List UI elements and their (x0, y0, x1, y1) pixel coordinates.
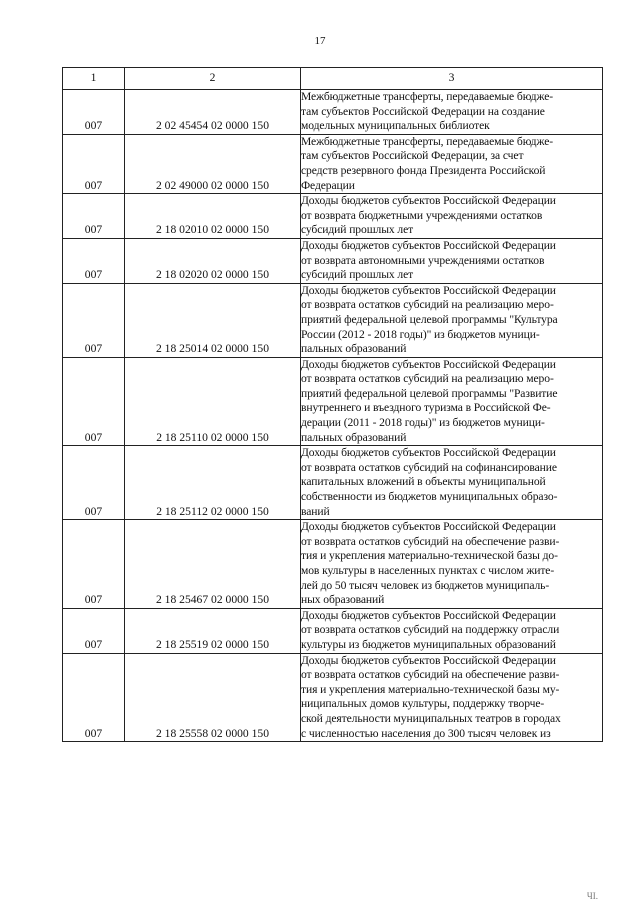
table-row (63, 520, 603, 609)
description-line: Доходы бюджетов субъектов Российской Федерации (301, 238, 556, 252)
description-line: ваний (301, 504, 330, 518)
description-line: культуры из бюджетов муниципальных образований (301, 637, 556, 651)
description-cell (301, 134, 603, 193)
description-cell (301, 194, 603, 239)
classification-code-cell: 2 18 02010 02 0000 150 (125, 194, 301, 239)
description-cell (301, 357, 603, 446)
classification-code-cell: 2 18 25519 02 0000 150 (125, 608, 301, 653)
classification-code-cell: 2 18 25014 02 0000 150 (125, 283, 301, 357)
description-line: от возврата остатков субсидий на поддержку отрасли (301, 623, 560, 637)
description-line: средств резервного фонда Президента Российской (301, 163, 546, 177)
description-line: от возврата остатков субсидий на софинансирование (301, 460, 557, 474)
description-line: тия и укрепления материально-технической базы му- (301, 682, 560, 696)
description-line: от возврата бюджетными учреждениями остатков (301, 208, 543, 222)
description-line: лей до 50 тысяч человек из бюджетов муниципаль- (301, 578, 550, 592)
description-cell (301, 283, 603, 357)
description-line: от возврата автономными учреждениями остатков (301, 253, 545, 267)
description-line: Межбюджетные трансферты, передаваемые бюдже- (301, 134, 554, 148)
classification-code-cell: 2 18 02020 02 0000 150 (125, 238, 301, 283)
description-cell (301, 608, 603, 653)
description-line: Доходы бюджетов субъектов Российской Федерации (301, 653, 556, 667)
classification-code-cell: 2 02 45454 02 0000 150 (125, 90, 301, 135)
description-line: внутреннего и въездного туризма в Российской Фе- (301, 401, 551, 415)
table-row (63, 653, 603, 742)
admin-code-cell: 007 (63, 194, 125, 239)
table-row (63, 283, 603, 357)
table-row (63, 608, 603, 653)
table-row (63, 90, 603, 135)
classification-code-cell: 2 02 49000 02 0000 150 (125, 134, 301, 193)
description-line: с численностью населения до 300 тысяч человек из (301, 726, 551, 740)
description-line: пальных образований (301, 430, 407, 444)
description-line: приятий федеральной целевой программы "Развитие (301, 386, 558, 400)
table-header-row (63, 68, 603, 90)
table-row (63, 194, 603, 239)
table-row (63, 446, 603, 520)
admin-code-cell: 007 (63, 520, 125, 609)
description-line: субсидий прошлых лет (301, 223, 414, 237)
description-cell (301, 90, 603, 135)
admin-code-cell: 007 (63, 283, 125, 357)
table-row (63, 357, 603, 446)
budget-classification-table (62, 67, 603, 742)
description-line: Доходы бюджетов субъектов Российской Федерации (301, 446, 556, 460)
description-line: мов культуры в населенных пунктах с числом жите- (301, 564, 555, 577)
table-row (63, 134, 603, 193)
description-cell (301, 653, 603, 742)
description-line: от возврата остатков субсидий на обеспечение разви- (301, 534, 560, 548)
description-line: Межбюджетные трансферты, передаваемые бюдже- (301, 90, 554, 103)
description-line: пальных образований (301, 342, 407, 356)
admin-code-cell: 007 (63, 653, 125, 742)
description-line: ской деятельности муниципальных театров в городах (301, 711, 561, 725)
description-cell (301, 446, 603, 520)
description-line: Доходы бюджетов субъектов Российской Федерации (301, 357, 556, 371)
description-line: от возврата остатков субсидий на реализацию меро- (301, 372, 554, 386)
description-line: Доходы бюджетов субъектов Российской Федерации (301, 608, 556, 622)
corner-mark: ЧI. (586, 891, 598, 901)
table-row (63, 238, 603, 283)
classification-code-cell: 2 18 25112 02 0000 150 (125, 446, 301, 520)
admin-code-cell: 007 (63, 446, 125, 520)
description-line: России (2012 - 2018 годы)" из бюджетов муници- (301, 327, 540, 341)
description-cell (301, 520, 603, 609)
column-header-1: 1 (63, 68, 125, 90)
classification-code-cell: 2 18 25110 02 0000 150 (125, 357, 301, 446)
admin-code-cell: 007 (63, 90, 125, 135)
classification-code-cell: 2 18 25558 02 0000 150 (125, 653, 301, 742)
admin-code-cell: 007 (63, 608, 125, 653)
description-line: модельных муниципальных библиотек (301, 119, 490, 133)
description-cell (301, 238, 603, 283)
description-line: от возврата остатков субсидий на обеспечение разви- (301, 668, 560, 682)
description-line: субсидий прошлых лет (301, 268, 414, 282)
description-line: Доходы бюджетов субъектов Российской Федерации (301, 520, 556, 534)
description-line: от возврата остатков субсидий на реализацию меро- (301, 298, 554, 312)
column-header-2: 2 (125, 68, 301, 90)
description-line: капитальных вложений в объекты муниципальной (301, 475, 546, 489)
description-line: собственности из бюджетов муниципальных образо- (301, 490, 558, 504)
description-line: приятий федеральной целевой программы "Культура (301, 312, 558, 326)
description-line: там субъектов Российской Федерации, за счет (301, 149, 524, 163)
description-line: ниципальных домов культуры, поддержку творче- (301, 697, 545, 711)
column-header-3: 3 (301, 68, 603, 90)
description-line: Доходы бюджетов субъектов Российской Федерации (301, 194, 556, 208)
description-line: там субъектов Российской Федерации на создание (301, 104, 545, 118)
classification-code-cell: 2 18 25467 02 0000 150 (125, 520, 301, 609)
description-line: Доходы бюджетов субъектов Российской Федерации (301, 283, 556, 297)
page-number: 17 (314, 35, 326, 47)
admin-code-cell: 007 (63, 134, 125, 193)
description-line: ных образований (301, 593, 385, 607)
description-line: Федерации (301, 178, 355, 192)
admin-code-cell: 007 (63, 357, 125, 446)
description-line: дерации (2011 - 2018 годы)" из бюджетов муници- (301, 416, 545, 430)
admin-code-cell: 007 (63, 238, 125, 283)
description-line: тия и укрепления материально-технической базы до- (301, 549, 558, 563)
